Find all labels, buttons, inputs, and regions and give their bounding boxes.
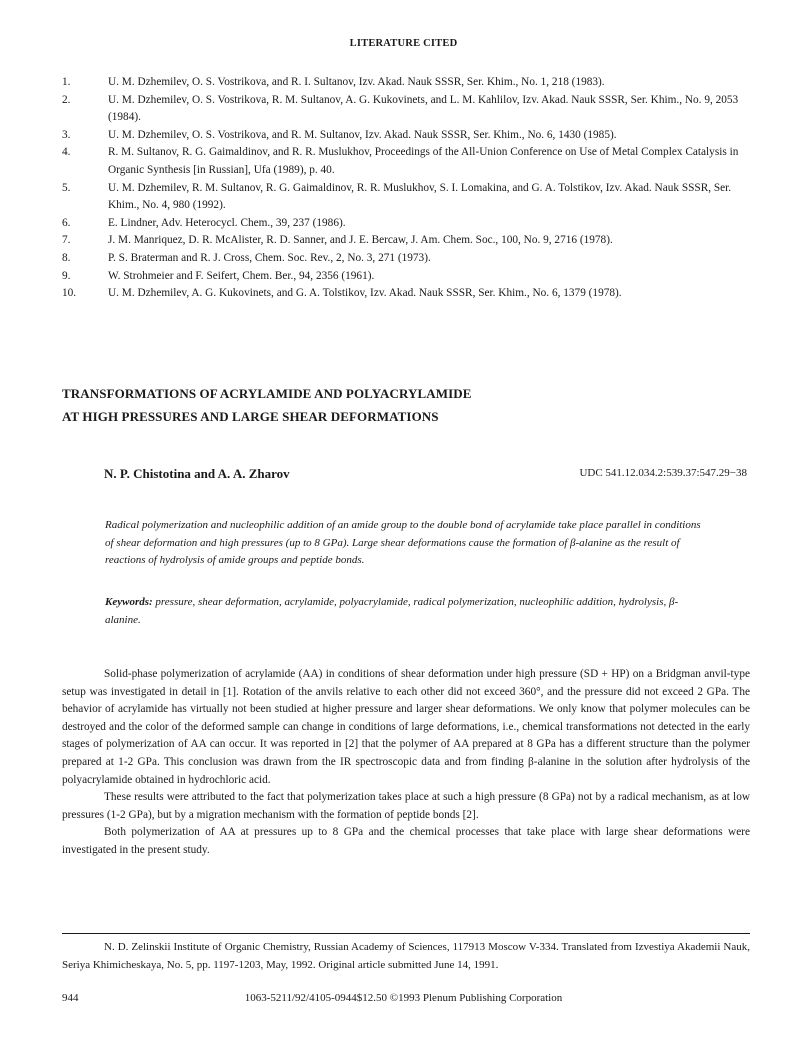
page-number: 944 — [62, 992, 79, 1004]
reference-text: U. M. Dzhemilev, O. S. Vostrikova, R. M. Sultanov, A. G. Kukovinets, and L. M. Kahlilov, Izv. Akad. Nauk SSSR, Ser. Khim., No. 9, 2053 (1984). — [108, 93, 739, 124]
reference-item — [62, 92, 752, 127]
reference-number: 7. — [62, 234, 71, 247]
reference-text: E. Lindner, Adv. Heterocycl. Chem., 39, 237 (1986). — [108, 216, 346, 229]
reference-item — [62, 232, 752, 250]
literature-cited-heading: LITERATURE CITED — [349, 38, 458, 49]
body-paragraph: These results were attributed to the fact that polymerization takes place at such a high pressure (8 GPa) not by a radical mechanism, as at low pressures (1-2 GPa), but by a migration mechanism with the formation of peptide bonds [2]. — [62, 791, 750, 821]
reference-item — [62, 144, 752, 179]
reference-item — [62, 215, 752, 233]
reference-number: 6. — [62, 216, 71, 229]
article-authors: N. P. Chistotina and A. A. Zharov — [104, 466, 290, 481]
footnote-text: N. D. Zelinskii Institute of Organic Chemistry, Russian Academy of Sciences, 117913 Moscow V-334. Translated from Izvestiya Akademii Nauk, Seriya Khimicheskaya, No. 5, pp. 1197-1203, May, 1992. Original article submitted June 14, 1991. — [62, 941, 750, 971]
reference-number: 5. — [62, 181, 71, 194]
affiliation-footnote — [62, 938, 750, 974]
udc-code: UDC 541.12.034.2:539.37:547.29−38 — [579, 467, 747, 479]
article-title — [62, 382, 742, 428]
reference-item — [62, 285, 752, 303]
reference-text: U. M. Dzhemilev, A. G. Kukovinets, and G. A. Tolstikov, Izv. Akad. Nauk SSSR, Ser. Khim., No. 6, 1379 (1978). — [108, 287, 622, 300]
reference-item — [62, 74, 752, 92]
reference-number: 10. — [62, 287, 77, 300]
reference-number: 1. — [62, 76, 71, 88]
article-body — [62, 666, 750, 860]
keywords-label: Keywords: — [105, 596, 153, 608]
reference-text: U. M. Dzhemilev, R. M. Sultanov, R. G. Gaimaldinov, R. R. Muslukhov, S. I. Lomakina, and G. A. Tolstikov, Izv. Akad. Nauk SSSR, Ser. Khim., No. 4, 980 (1992). — [108, 181, 732, 212]
reference-text: U. M. Dzhemilev, O. S. Vostrikova, and R. M. Sultanov, Izv. Akad. Nauk SSSR, Ser. Khim., No. 6, 1430 (1985). — [108, 128, 617, 141]
reference-number: 8. — [62, 251, 71, 264]
reference-text: R. M. Sultanov, R. G. Gaimaldinov, and R. R. Muslukhov, Proceedings of the All-Union Conference on Use of Metal Complex Catalysis in Organic Synthesis [in Russian], Ufa (1989), p. 40. — [108, 146, 739, 176]
reference-item — [62, 268, 752, 286]
article-title-line: TRANSFORMATIONS OF ACRYLAMIDE AND POLYACRYLAMIDE — [62, 386, 472, 401]
reference-list — [62, 74, 752, 303]
reference-text: P. S. Braterman and R. J. Cross, Chem. Soc. Rev., 2, No. 3, 271 (1973). — [108, 251, 431, 264]
article-title-line: AT HIGH PRESSURES AND LARGE SHEAR DEFORMATIONS — [62, 409, 439, 424]
keywords-list: pressure, shear deformation, acrylamide, polyacrylamide, radical polymerization, nucleophilic addition, hydrolysis, β-alanine. — [105, 596, 679, 626]
reference-number: 2. — [62, 93, 71, 106]
abstract: Radical polymerization and nucleophilic addition of an amide group to the double bond of acrylamide take place parallel in conditions of shear deformation and high pressures (up to 8 GPa). Large shear deformations cause the formation of β-alanine as the result of reactions of hydrolysis of amide groups and peptide bonds. — [105, 519, 701, 566]
reference-number: 4. — [62, 146, 71, 159]
reference-text: U. M. Dzhemilev, O. S. Vostrikova, and R. I. Sultanov, Izv. Akad. Nauk SSSR, Ser. Khim., No. 1, 218 (1983). — [108, 76, 605, 88]
footnote-divider — [62, 933, 750, 934]
reference-item — [62, 127, 752, 145]
keywords — [105, 594, 705, 629]
reference-text: W. Strohmeier and F. Seifert, Chem. Ber., 94, 2356 (1961). — [108, 269, 375, 282]
body-paragraph: Both polymerization of AA at pressures up to 8 GPa and the chemical processes that take place with large shear deformations were investigated in the present study. — [62, 826, 750, 856]
body-paragraph: Solid-phase polymerization of acrylamide (AA) in conditions of shear deformation under high pressure (SD + HP) on a Bridgman anvil-type setup was investigated in detail in [1]. Rotation of the anvils relative to each other did not exceed 360°, and the pressure did not exceed 2 GPa. The behavior of acrylamide has virtually not been studied at higher pressure and larger shear deformations. We only know that polymer molecules can be destroyed and the color of the deformed sample can change in conditions of large deformations, i.e., chemical transformations not detected in the early stages of polymerization of AA can occur. It was reported in [2] that the polymer of AA prepared at 8 GPa has a different structure than the polymer prepared at 1-2 GPa. This conclusion was drawn from the IR spectroscopic data and from finding β-alanine in the solution after hydrolysis of the polyacrylamide obtained in hydrochloric acid. — [62, 668, 750, 786]
reference-text: J. M. Manriquez, D. R. McAlister, R. D. Sanner, and J. E. Bercaw, J. Am. Chem. Soc., 100, No. 9, 2716 (1978). — [108, 234, 613, 247]
reference-number: 3. — [62, 128, 71, 141]
reference-item — [62, 180, 752, 215]
publisher-line: 1063-5211/92/4105-0944$12.50 ©1993 Plenum Publishing Corporation — [244, 992, 563, 1004]
reference-number: 9. — [62, 269, 71, 282]
reference-item — [62, 250, 752, 268]
